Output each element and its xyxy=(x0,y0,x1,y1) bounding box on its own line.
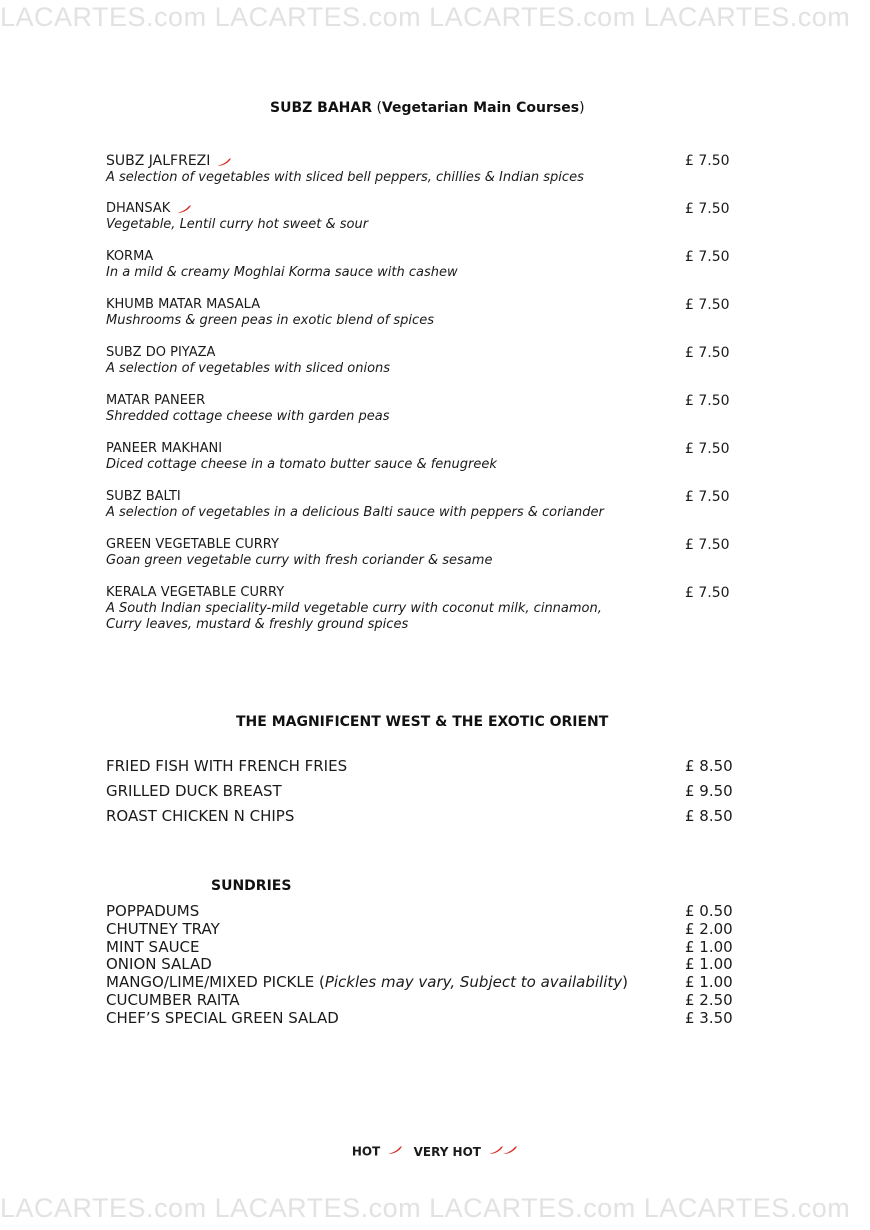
item-name: GREEN VEGETABLE CURRY xyxy=(106,537,279,552)
watermark-bottom: LACARTES.com LACARTES.com LACARTES.com LACARTES.com xyxy=(0,1193,851,1223)
menu-item xyxy=(106,489,746,537)
menu-item xyxy=(106,757,746,782)
menu-item xyxy=(106,297,746,345)
item-price: £ 7.50 xyxy=(685,297,730,313)
menu-item xyxy=(106,903,746,921)
item-price: £ 1.00 xyxy=(685,973,733,992)
item-description: Diced cottage cheese in a tomato butter sauce & fenugreek xyxy=(106,457,497,472)
menu-item xyxy=(106,201,746,249)
veg-heading-paren-close: ) xyxy=(579,100,585,116)
item-description: In a mild & creamy Moghlai Korma sauce with cashew xyxy=(106,265,458,280)
menu-item xyxy=(106,537,746,585)
item-price: £ 3.50 xyxy=(685,1008,733,1027)
item-description: A South Indian speciality-mild vegetable curry with coconut milk, cinnamon, xyxy=(106,601,602,616)
item-price: £ 7.50 xyxy=(685,345,730,361)
item-name: SUBZ JALFREZI xyxy=(106,153,211,169)
menu-item xyxy=(106,153,746,201)
item-note: Pickles may vary, Subject to availability xyxy=(324,973,623,992)
veg-heading-main: SUBZ BAHAR xyxy=(270,100,372,116)
menu-item xyxy=(106,921,746,939)
chili-icon xyxy=(176,204,192,214)
chili-icon xyxy=(216,157,232,167)
legend-very-hot-label: VERY HOT xyxy=(413,1144,481,1159)
item-name: POPPADUMS xyxy=(106,902,200,920)
item-name: MANGO/LIME/MIXED PICKLE ( xyxy=(106,973,325,992)
menu-item xyxy=(106,807,746,832)
item-price: £ 7.50 xyxy=(685,153,730,169)
item-price: £ 2.50 xyxy=(685,990,733,1009)
item-description: Vegetable, Lentil curry hot sweet & sour xyxy=(106,217,369,232)
menu-item xyxy=(106,1010,746,1028)
menu-item xyxy=(106,393,746,441)
item-description: A selection of vegetables with sliced onions xyxy=(106,361,391,376)
menu-item xyxy=(106,585,746,645)
item-price: £ 8.50 xyxy=(685,807,733,825)
sundries-section-heading: SUNDRIES xyxy=(211,878,292,894)
item-name: ONION SALAD xyxy=(106,955,212,974)
veg-menu-list xyxy=(106,153,746,645)
item-name: FRIED FISH WITH FRENCH FRIES xyxy=(106,757,348,775)
item-price: £ 7.50 xyxy=(685,249,730,265)
item-description: Mushrooms & green peas in exotic blend of spices xyxy=(106,313,434,328)
item-price: £ 0.50 xyxy=(685,902,733,920)
item-description: A selection of vegetables with sliced bell peppers, chillies & Indian spices xyxy=(106,170,584,185)
menu-item xyxy=(106,782,746,807)
west-section-heading: THE MAGNIFICENT WEST & THE EXOTIC ORIENT xyxy=(236,714,609,730)
veg-heading-paren-open: ( xyxy=(372,100,382,116)
item-name: CHEF’S SPECIAL GREEN SALAD xyxy=(106,1008,339,1027)
sundries-list xyxy=(106,903,746,1028)
item-name: DHANSAK xyxy=(106,201,171,216)
menu-item xyxy=(106,441,746,489)
legend-hot-label: HOT xyxy=(351,1144,381,1159)
item-name: KERALA VEGETABLE CURRY xyxy=(106,585,285,600)
item-price: £ 7.50 xyxy=(685,201,730,217)
item-price: £ 1.00 xyxy=(685,955,733,974)
item-description: A selection of vegetables in a delicious Balti sauce with peppers & coriander xyxy=(106,505,604,520)
spice-legend xyxy=(0,1144,870,1159)
west-menu-list xyxy=(106,757,746,832)
item-price: £ 9.50 xyxy=(685,782,733,800)
item-name: ROAST CHICKEN N CHIPS xyxy=(106,807,295,825)
watermark-top: LACARTES.com LACARTES.com LACARTES.com LACARTES.com xyxy=(0,2,851,32)
item-price: £ 7.50 xyxy=(685,489,730,505)
item-name: MATAR PANEER xyxy=(106,393,206,408)
item-name: CHUTNEY TRAY xyxy=(106,919,220,938)
item-price: £ 1.00 xyxy=(685,937,733,956)
item-name-end: ) xyxy=(622,973,629,992)
menu-item xyxy=(106,345,746,393)
item-name: KHUMB MATAR MASALA xyxy=(106,297,261,312)
item-name: PANEER MAKHANI xyxy=(106,441,223,456)
item-description-line-2: Curry leaves, mustard & freshly ground spices xyxy=(106,617,409,632)
item-price: £ 2.00 xyxy=(685,919,733,938)
chili-icon xyxy=(387,1145,403,1155)
menu-item xyxy=(106,992,746,1010)
menu-item xyxy=(106,939,746,957)
item-name: SUBZ BALTI xyxy=(106,489,181,504)
item-price: £ 7.50 xyxy=(685,537,730,553)
item-description: Shredded cottage cheese with garden peas xyxy=(106,409,390,424)
item-price: £ 7.50 xyxy=(685,441,730,457)
veg-section-heading xyxy=(270,100,585,116)
item-price: £ 7.50 xyxy=(685,393,730,409)
item-price: £ 8.50 xyxy=(685,757,733,775)
item-name: KORMA xyxy=(106,249,154,264)
menu-item xyxy=(106,956,746,974)
menu-item xyxy=(106,249,746,297)
veg-heading-sub: Vegetarian Main Courses xyxy=(381,100,580,116)
item-name: CUCUMBER RAITA xyxy=(106,990,240,1009)
menu-item xyxy=(106,974,746,992)
item-name: SUBZ DO PIYAZA xyxy=(106,345,216,360)
item-name: MINT SAUCE xyxy=(106,937,200,956)
item-description: Goan green vegetable curry with fresh coriander & sesame xyxy=(106,553,493,568)
item-price: £ 7.50 xyxy=(685,585,730,601)
item-name: GRILLED DUCK BREAST xyxy=(106,782,282,800)
chili-icon xyxy=(502,1145,518,1155)
